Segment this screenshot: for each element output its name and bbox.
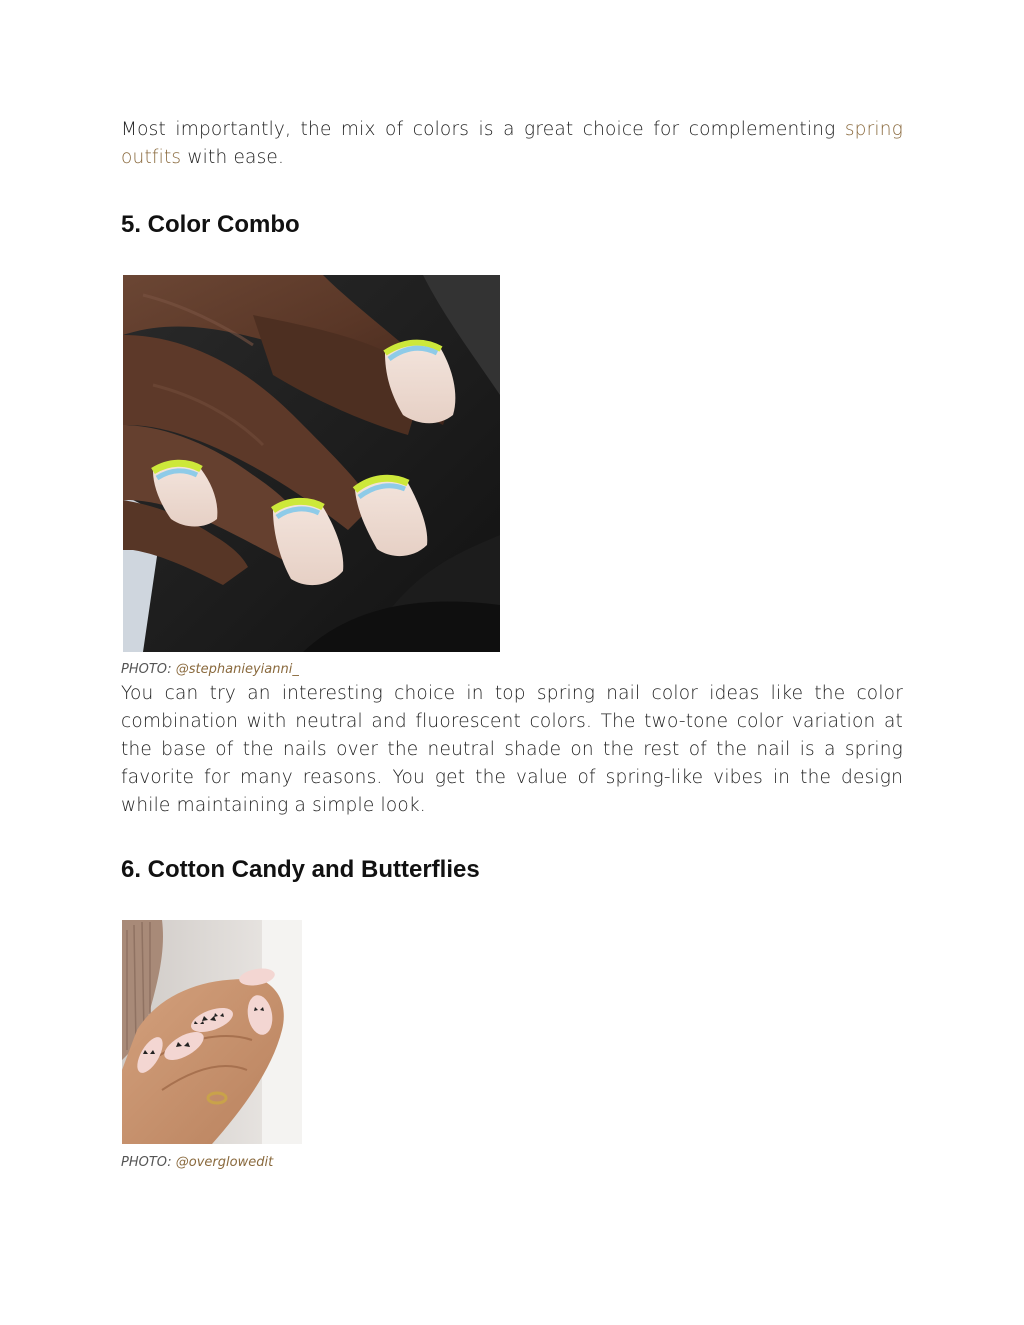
overglowedit-credit-link[interactable]: @overglowedit (175, 1155, 274, 1170)
caption-prefix: PHOTO: (121, 662, 176, 677)
cotton-candy-butterflies-photo (122, 920, 302, 1144)
cotton-candy-photo-caption (121, 1155, 273, 1171)
stephanieyianni-credit-link[interactable]: @stephanieyianni_ (175, 662, 299, 677)
caption-prefix: PHOTO: (121, 1155, 176, 1170)
spring-outfits-link[interactable]: spring outfits (121, 119, 903, 168)
intro-text-before-link: Most importantly, the mix of colors is a great choice for complementing (121, 119, 845, 140)
color-combo-photo-caption (121, 662, 299, 678)
color-combo-paragraph: You can try an interesting choice in top spring nail color ideas like the color combination with neutral and fluorescent colors. The two-tone color variation at the base of the nails over the neutral shade on the rest of the nail is a spring favorite for many reasons. You get the value of spring-like vibes in the design while maintaining a simple look. (121, 683, 903, 816)
section-heading-color-combo: 5. Color Combo (121, 211, 300, 238)
intro-paragraph (121, 116, 903, 172)
intro-text-after-link: with ease. (181, 147, 285, 168)
section-heading-cotton-candy: 6. Cotton Candy and Butterflies (121, 856, 480, 883)
color-combo-nails-photo (123, 275, 500, 652)
